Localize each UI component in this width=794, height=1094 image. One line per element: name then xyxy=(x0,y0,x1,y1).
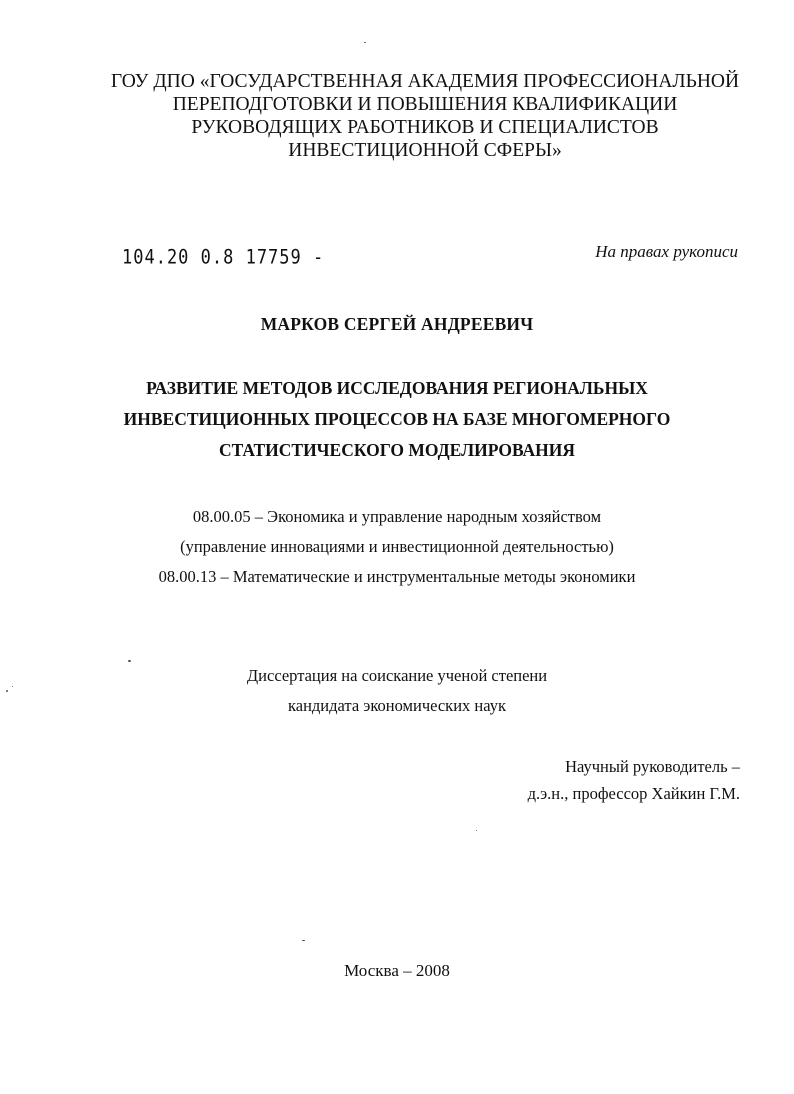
dissertation-title xyxy=(0,373,794,466)
advisor-line: д.э.н., профессор Хайкин Г.М. xyxy=(527,784,740,803)
specialty-codes xyxy=(0,502,794,592)
manuscript-rights-note: На правах рукописи xyxy=(595,242,738,261)
scientific-advisor xyxy=(440,753,740,807)
title-line: РАЗВИТИЕ МЕТОДОВ ИССЛЕДОВАНИЯ РЕГИОНАЛЬНЫХ xyxy=(146,378,648,398)
author-name: МАРКОВ СЕРГЕЙ АНДРЕЕВИЧ xyxy=(260,314,534,334)
title-line: СТАТИСТИЧЕСКОГО МОДЕЛИРОВАНИЯ xyxy=(218,440,576,460)
registration-stamp: 104.20 0.8 17759 - xyxy=(122,246,325,269)
degree-line: Диссертация на соискание ученой степени xyxy=(246,666,548,685)
organization-line: ПЕРЕПОДГОТОВКИ И ПОВЫШЕНИЯ КВАЛИФИКАЦИИ xyxy=(172,94,678,115)
specialty-line: 08.00.05 – Экономика и управление народным хозяйством xyxy=(192,507,602,526)
scan-speck xyxy=(6,690,8,692)
specialty-line: 08.00.13 – Математические и инструментальные методы экономики xyxy=(158,567,636,586)
advisor-line: Научный руководитель – xyxy=(565,757,740,776)
specialty-line: (управление инновациями и инвестиционной деятельностью) xyxy=(180,537,614,556)
organization-line: ИНВЕСТИЦИОННОЙ СФЕРЫ» xyxy=(288,140,562,161)
scan-speck xyxy=(128,660,131,662)
scan-speck xyxy=(302,940,305,941)
organization-line: РУКОВОДЯЩИХ РАБОТНИКОВ И СПЕЦИАЛИСТОВ xyxy=(191,117,659,138)
scan-speck xyxy=(476,830,477,831)
degree-statement xyxy=(0,661,794,721)
scan-speck xyxy=(364,42,366,43)
degree-line: кандидата экономических наук xyxy=(287,696,506,715)
city-year: Москва – 2008 xyxy=(344,961,450,980)
title-line: ИНВЕСТИЦИОННЫХ ПРОЦЕССОВ НА БАЗЕ МНОГОМЕРНОГО xyxy=(123,409,671,429)
scan-speck xyxy=(12,686,13,687)
organization-line: ГОУ ДПО «ГОСУДАРСТВЕННАЯ АКАДЕМИЯ ПРОФЕССИОНАЛЬНОЙ xyxy=(110,71,740,92)
organization-header xyxy=(100,70,750,162)
